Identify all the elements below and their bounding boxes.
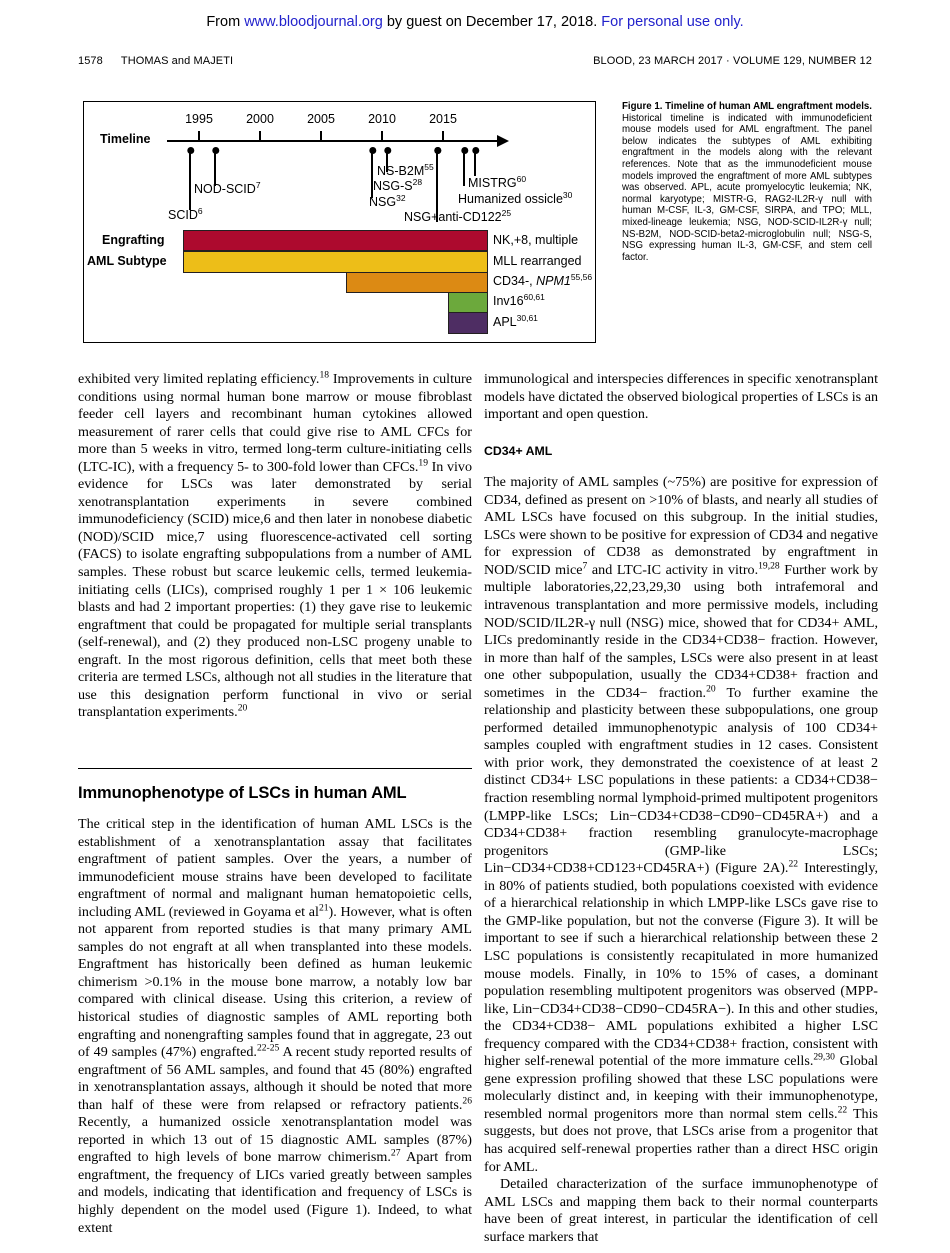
timeline-arrow-icon [497, 135, 509, 147]
event-label-nsg [369, 192, 406, 209]
bar-label-text: CD34-, [493, 274, 537, 288]
paragraph-cd34-majority [484, 474, 878, 1176]
spacer [484, 424, 878, 443]
timeline-axis-line [167, 140, 499, 142]
timeline-axis-label: Timeline [100, 132, 151, 146]
bar-label-cd34-npm1 [493, 271, 593, 288]
event-label-ref: 60 [516, 173, 527, 184]
runhead-middle: by guest on December 17, 2018. [382, 14, 602, 30]
section-heading-immunophenotype: Immunophenotype of LSCs in human AML [78, 784, 407, 802]
paragraph-xenotransplantation-assay [78, 816, 472, 1237]
paragraph-replating-efficiency [78, 371, 472, 722]
bar-inv16 [448, 292, 488, 313]
event-stem-scid [189, 150, 191, 210]
citation-ref: 26 [462, 1095, 472, 1107]
journal-reference: BLOOD, 23 MARCH 2017 · VOLUME 129, NUMBER 12 [593, 55, 872, 67]
event-label-scid [168, 205, 203, 222]
paragraph-text: Detailed characterization of the surface immunophenotype of AML LSCs and mapping them back to their normal counterparts have been of great interest, in particular the identification of cell surface markers that [484, 1176, 878, 1245]
event-label-humanized-ossicle [458, 189, 573, 206]
figure-caption-body: Historical timeline is indicated with immunodeficient mouse models used for AML engraftment. The panel below indicates the subtypes of AML exhibiting engraftment in the models along with the relevant references. Note that as the immunodeficient mouse models improved the engraftment of more AML subtypes was observed. APL, acute promyelocytic leukemia; NK, normal karyotype; MISTR-G, RAG2-IL2R-γ null with human M-CSF, IL-3, GM-CSF, SIRPA, and TPO; MLL, mixed-lineage leukemia; NSG, NOD-SCID-IL2R-γ null; NS-B2M, NOD-SCID-beta2-microglobulin null; NSG-S, NSG expressing human IL-3, GM-CSF, and stem cell factor. [622, 112, 872, 263]
bar-mll-rearranged [183, 251, 488, 273]
running-authors: THOMAS and MAJETI [120, 55, 234, 67]
citation-ref: 19,28 [758, 560, 780, 572]
event-label-nsg-anti-cd122 [404, 207, 512, 224]
event-label-mistrg [468, 173, 527, 190]
body-column-right [484, 371, 878, 1246]
event-stem-nod-scid [214, 150, 216, 186]
citation-ref: 7 [582, 560, 588, 572]
axis-tick [442, 131, 444, 140]
event-label-text: Humanized ossicle [458, 192, 563, 206]
paragraph-text: The majority of AML samples (~75%) are positive for expression of CD34, defined as present on >10% of blasts, and nearly all studies of AML LSCs have focused on this subgroup. In the initial studies, LSCs were shown to be positive for expression of CD34 and negative for expression of CD38 as demonstrated by engraftment in NOD/SCID mice$^7$ and LTC-IC activity in vitro.$^{19,28}$ Further work by multiple laboratories,22,23,29,30 using both intrafemoral and intravenous transplantation and more permissive models, including NOD/SCID/IL2R-γ null (NSG) mice, showed that for CD34+ AML, LICs predominantly reside in the CD34+CD38− fraction. However, in more than half of the samples, LSCs were also present in at least one other subpopulation, usually the CD34+CD38+ fraction and sometimes in the CD34− fraction.$^{20}$ To further examine the relationship and plasticity between these subpopulations, one group performed detailed immunophenotypic analysis of 100 CD34+ samples coupled with engraftment studies in 12 cases. Consistent with prior work, they demonstrated the coexistence of at least 2 distinct CD34+ LSC populations in these patients: a CD34+CD38− fraction resembling normal lymphoid-primed multipotent progenitors (LMPP-like LSCs; Lin−CD34+CD38−CD90−CD45RA+) and a CD34+CD38+ fraction resembling granulocyte-macrophage progenitors (GMP-like LSCs; Lin−CD34+CD38+CD123+CD45RA+) (Figure 2A).$^{22}$ Interestingly, in 80% of patients studied, both populations coexisted with evidence of a hierarchical relationship in which LMPP-like LSCs gave rise to the GMP-like population, but not the converse (Figure 3). It will be important to see if such a hierarchical relationship between these 2 LSC populations is consistently recapitulated in more humanized mouse models. Finally, in 10% to 15% of cases, a dominant population resembling multipotent progenitors was observed (MPP-like, Lin−CD34+CD38−CD90−CD45RA−). In this and other studies, the CD34+CD38− AML populations exhibited a higher LSC frequency compared with the CD34+CD38+ fraction, consistent with higher self-renewal potential of the more immature cells.$^{29,30}$ Global gene expression profiling showed that these LSC populations were molecularly distinct and, in keeping with their immunophenotype, resembled normal progenitors more than normal stem cells.$^{22}$ This suggests, but does not prove, that LSCs arise from a progenitor that has acquired self-renewal properties rather than a direct HSC origin for AML. [484, 474, 879, 1175]
event-label-text: NSG-S [373, 179, 413, 193]
citation-ref: 22 [788, 858, 799, 870]
paragraph-text: immunological and interspecies differences in specific xenotransplant models have dictated the observed biological properties of LSCs is an important and open question. [484, 371, 878, 423]
citation-ref: 22 [837, 1104, 848, 1116]
event-label-nsg-s [373, 176, 423, 193]
paragraph-open-question [484, 371, 878, 424]
citation-ref: 18 [319, 369, 330, 381]
row-label-engrafting: Engrafting [102, 233, 165, 247]
row-label-aml-subtype: AML Subtype [87, 254, 167, 268]
year-tick-label: 1995 [185, 112, 213, 126]
citation-ref: 27 [390, 1147, 401, 1159]
event-stem-mistrg [474, 150, 476, 176]
year-tick-label: 2010 [368, 112, 396, 126]
subsection-heading-text: CD34+ AML [484, 443, 553, 458]
event-label-text: NS-B2M [377, 164, 425, 178]
bar-label-gene: NPM1 [536, 274, 571, 288]
event-stem-humanized-ossicle [463, 150, 465, 186]
year-tick-label: 2015 [429, 112, 457, 126]
event-label-ref: 30 [562, 189, 573, 200]
axis-tick [259, 131, 261, 140]
event-label-nod-scid [194, 179, 261, 196]
section-divider-rule [78, 768, 472, 769]
figure-1-panel [83, 101, 596, 343]
bar-label-text: Inv16 [493, 294, 524, 308]
axis-tick [198, 131, 200, 140]
citation-ref: 20 [706, 683, 716, 695]
bar-label-ref: 55,56 [570, 271, 593, 282]
bar-label-text: NK,+8, multiple [493, 233, 579, 247]
paragraph-detailed-characterization [484, 1176, 878, 1246]
year-tick-label: 2005 [307, 112, 335, 126]
bar-label-mll-rearranged [493, 254, 581, 268]
paragraph-text: The critical step in the identification of human AML LSCs is the establishment of a xenotransplantation assay that facilitates engraftment of patient samples. Over the years, a number of immunodeficient mouse strains have been developed to facilitate engraftment of normal and malignant human hematopoietic cells, including AML (reviewed in Goyama et $al^{21}$). However, what is often not apparent from reported studies is that many primary AML samples do not engraft at all when transplanted into these models. Engraftment has historically been defined as human leukemic chimerism >0.1% in the mouse bone marrow, a notably low bar compared with clinical disease. Using this criterion, a review of historical studies of diagnostic samples of AML reporting both engrafting and nonengrafting samples found that in aggregate, 23 out of 49 samples (47%) engrafted.$^{22-25}$ A recent study reported results of engraftment of 56 AML samples, and found that 45 (80%) engrafted in xenotransplantation assays, although it should be noted that more than half of these were from relapsed or refractory patients.$^{26}$ Recently, a humanized ossicle xenotransplantation model was reported in which 13 out of 15 diagnostic AML samples (87%) engrafted to high levels of bone marrow chimerism.$^{27}$ Apart from engraftment, the frequency of LICs varied greatly between samples and models, indicating that identification and frequency of LSCs is highly dependent on the model used (Figure 1). Indeed, to what extent [78, 816, 472, 1236]
subsection-heading-cd34-aml [484, 443, 878, 461]
figure-caption-title: Figure 1. Timeline of human AML engraftment models. [622, 101, 872, 112]
bloodjournal-link[interactable]: www.bloodjournal.org [244, 14, 383, 30]
year-tick-label: 2000 [246, 112, 274, 126]
event-label-text: SCID [168, 208, 198, 222]
folio-line [78, 55, 872, 67]
citation-ref: 20 [237, 702, 248, 714]
paragraph-text: exhibited very limited replating efficiency.$^{18}$ Improvements in culture conditions using normal human bone marrow or mouse fibroblast feeder cell layers and recombinant human cytokines allowed measurement of rarer cells that could give rise to AML CFCs for more than 5 weeks in vitro, termed long-term culture-initiating cells (LTC-IC), with a frequency 5- to 300-fold lower than CFCs.$^{19}$ In vivo evidence for LSCs was later demonstrated by serial xenotransplantation experiments in severe combined immunodeficiency (SCID) mice,6 and then later in nonobese diabetic (NOD)/SCID mice,7 using fluorescence-activated cell sorting (FACS) to isolate engrafting subpopulations from a number of AML samples. These robust but scarce leukemic cells, termed leukemia-initiating cells (LICs), comprised roughly 1 per 1 × 106 leukemic blasts and had 2 important properties: (1) they gave rise to leukemic engraftment that could be propagated for multiple serial transplants (self-renewal), and (2) they produced non-LSC progeny unable to engraft. In the most rigorous definition, cells that meet both these criteria are termed LSCs, although not all studies in the literature that use this designation perform functional in vivo or serial transplantation experiments.$^{20}$ [78, 369, 472, 721]
spacer [484, 460, 878, 474]
event-label-ns-b2m [377, 161, 434, 178]
bar-label-nk-plus8-multiple [493, 233, 578, 247]
bar-label-apl [493, 312, 538, 329]
event-label-text: MISTRG [468, 176, 517, 190]
bar-label-text: MLL rearranged [493, 254, 582, 268]
citation-ref: 21 [318, 902, 329, 914]
event-label-ref: 32 [396, 192, 406, 203]
axis-tick [320, 131, 322, 140]
page-number: 1578 [78, 55, 103, 67]
body-column-left-lower [78, 816, 472, 1237]
event-label-text: NSG+anti-CD122 [404, 210, 502, 224]
bar-nk-plus8-multiple [183, 230, 488, 251]
figure-1-caption [622, 101, 872, 263]
bar-label-ref: 60,61 [523, 291, 545, 302]
bar-label-inv16 [493, 291, 545, 308]
event-label-ref: 55 [424, 161, 434, 172]
runhead-from: From [206, 14, 245, 30]
event-label-ref: 6 [197, 205, 203, 216]
event-label-ref: 28 [412, 176, 423, 187]
event-label-ref: 7 [255, 179, 261, 190]
personal-use-link[interactable]: For personal use only. [601, 14, 744, 30]
citation-ref: 19 [418, 457, 428, 469]
event-label-ref: 25 [501, 207, 512, 218]
event-label-text: NOD-SCID [194, 182, 256, 196]
citation-ref: 22-25 [256, 1042, 280, 1054]
running-head-banner [0, 14, 950, 30]
citation-ref: 29,30 [813, 1051, 835, 1063]
bar-cd34-npm1 [346, 272, 488, 293]
event-label-text: NSG [369, 195, 397, 209]
axis-tick [381, 131, 383, 140]
body-column-left [78, 371, 472, 722]
bar-label-ref: 30,61 [516, 312, 538, 323]
bar-apl [448, 312, 488, 334]
bar-label-text: APL [493, 315, 517, 329]
